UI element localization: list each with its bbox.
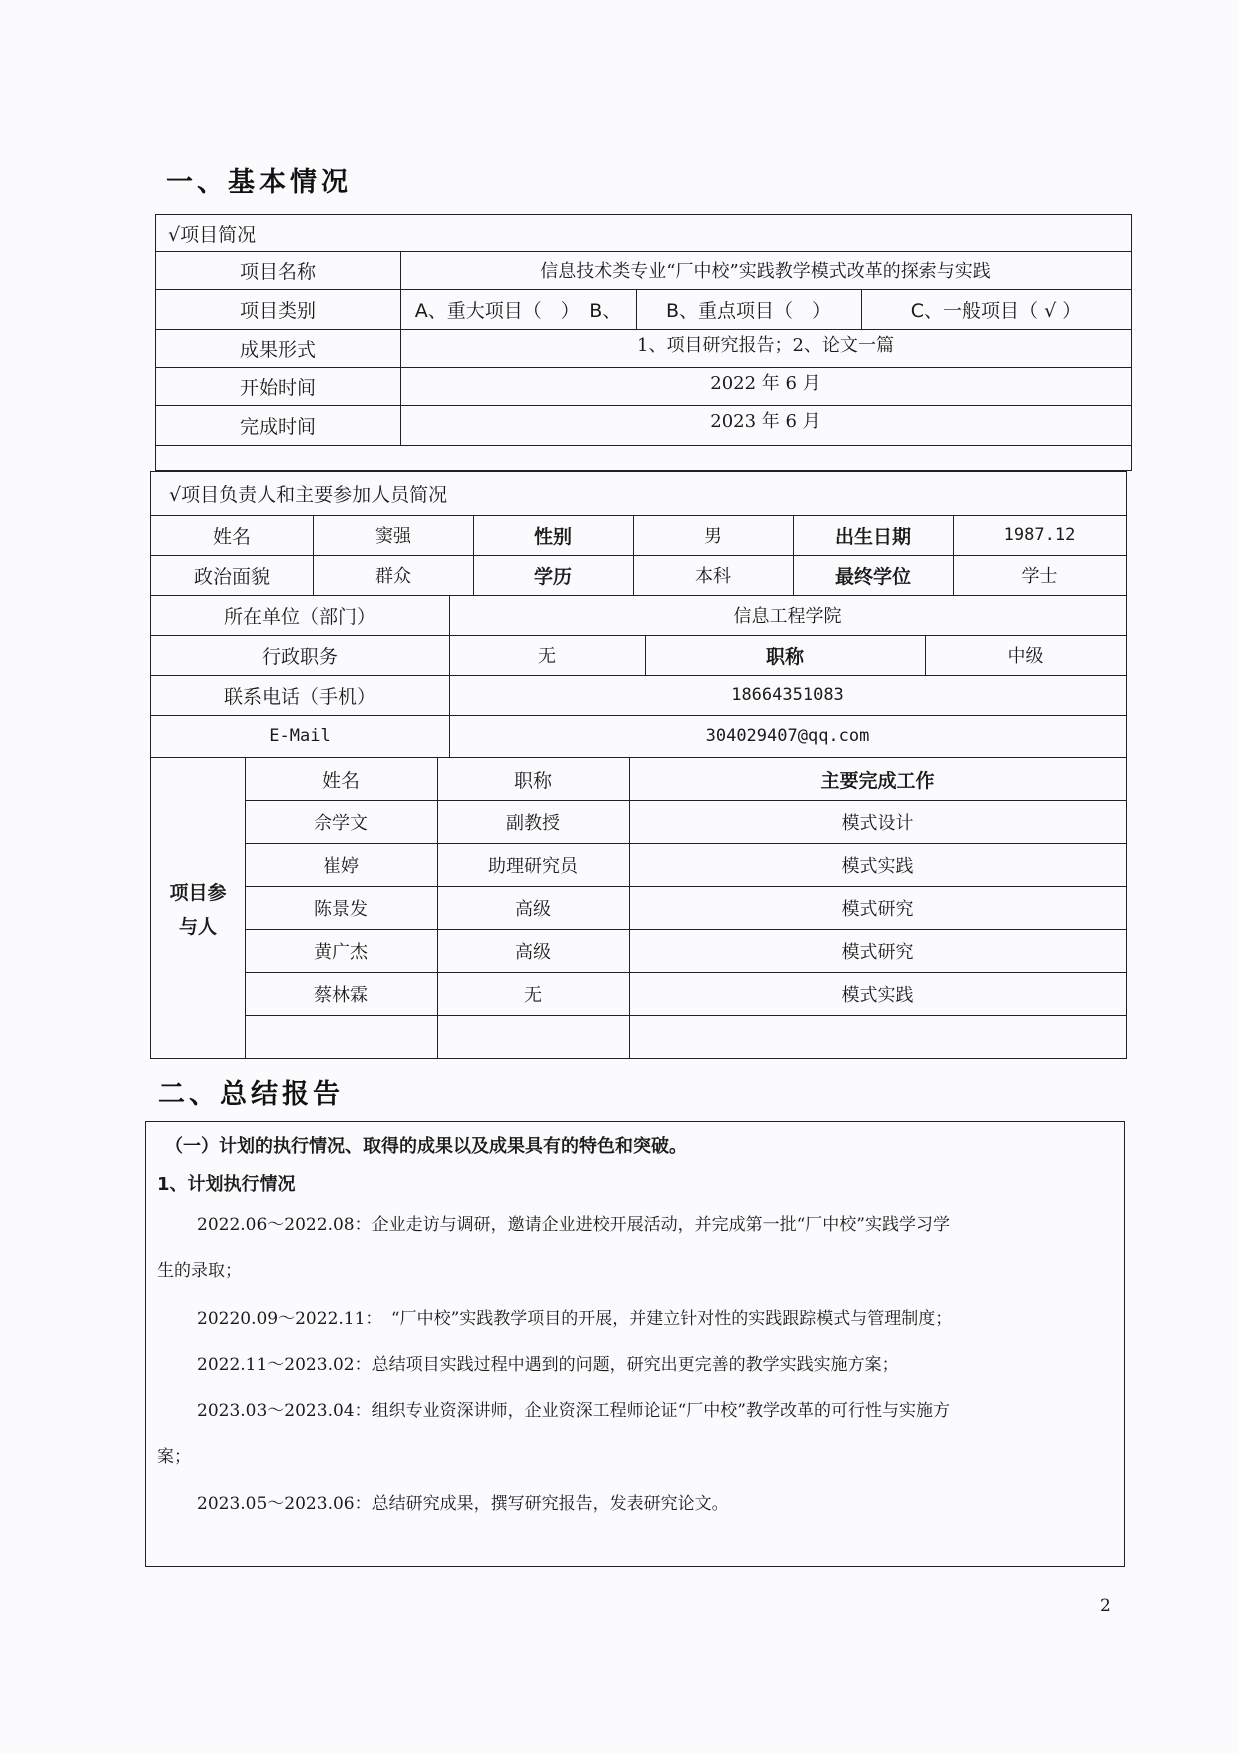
member-row-2-name: 崔婷 [323,855,359,877]
report-item-3: 2022.11～2023.02：总结项目实践过程中遇到的问题，研究出更完善的教学实践实施方案； [197,1355,899,1375]
project-overview-header: √项目简况 [168,223,257,246]
gender-value: 男 [704,526,722,547]
member-row-6-title [437,1015,629,1058]
members-header-name: 姓名 [321,769,360,792]
member-row-2-title: 助理研究员 [488,855,578,877]
member-row-6-name [245,1015,437,1058]
email-label: E-Mail [269,726,331,746]
members-header-title: 职称 [513,769,552,792]
member-row-1-title: 副教授 [506,812,560,834]
education-label: 学历 [533,565,572,588]
report-heading: （一）计划的执行情况、取得的成果以及成果具有的特色和突破。 [165,1136,687,1157]
report-item-2: 20220.09～2022.11： “厂中校”实践教学项目的开展，并建立针对性的实践跟踪模式与管理制度； [197,1309,953,1329]
report-item-4-cont: 案； [157,1447,191,1467]
members-table [150,757,1127,1059]
members-side-label-1: 项目参 [169,881,227,904]
project-name-value: 信息技术类专业“厂中校”实践教学模式改革的探索与实践 [540,261,991,282]
admin-post-label: 行政职务 [261,645,338,668]
members-side-label-2: 与人 [178,915,217,938]
members-header-work: 主要完成工作 [820,769,935,792]
education-value: 本科 [695,566,731,587]
section1-title: 一、基本情况 [166,167,352,198]
project-name-label: 项目名称 [239,260,316,283]
person-info-header: √项目负责人和主要参加人员简况 [169,484,448,506]
birth-label: 出生日期 [834,525,911,548]
report-item-4: 2023.03～2023.04：组织专业资深讲师，企业资深工程师论证“厂中校”教学改革的可行性与实施方 [197,1401,950,1421]
phone-label: 联系电话（手机） [223,685,376,708]
admin-post-value: 无 [538,646,556,667]
start-time-label: 开始时间 [239,376,316,399]
project-type-label: 项目类别 [239,299,316,322]
name-value: 窦强 [375,526,411,547]
project-type-major: A、重大项目（ ） B、 [414,299,622,322]
birth-value: 1987.12 [1003,525,1076,545]
member-row-1-work: 模式设计 [841,812,914,834]
member-row-2-work: 模式实践 [841,855,914,877]
member-row-4-name: 黄广杰 [314,941,368,963]
member-row-3-name: 陈景发 [314,898,368,920]
end-time-value: 2023 年 6 月 [710,411,821,432]
member-row-5-title: 无 [524,984,542,1006]
unit-value: 信息工程学院 [733,606,842,627]
project-overview-table [155,214,1132,471]
email-value: 304029407@qq.com [705,726,870,746]
project-type-general: C、一般项目（ √ ） [910,299,1082,322]
section2-title: 二、总结报告 [158,1079,344,1110]
report-item-1: 2022.06～2022.08：企业走访与调研，邀请企业进校开展活动，并完成第一批“厂中校”实践学习学 [197,1215,950,1235]
result-form-value: 1、项目研究报告；2、论文一篇 [637,335,894,356]
end-time-label: 完成时间 [239,415,316,438]
member-row-4-work: 模式研究 [841,941,914,963]
member-row-5-work: 模式实践 [841,984,914,1006]
member-row-3-title: 高级 [515,898,551,920]
gender-label: 性别 [533,525,572,548]
report-item-5: 2023.05～2023.06：总结研究成果，撰写研究报告，发表研究论文。 [197,1494,729,1514]
title-value: 中级 [1007,646,1044,667]
member-row-3-work: 模式研究 [841,898,914,920]
name-label: 姓名 [212,525,251,548]
page-number: 2 [1100,1596,1111,1616]
member-row-6-work [629,1015,1126,1058]
member-row-4-title: 高级 [515,941,551,963]
title-label: 职称 [765,645,804,668]
degree-value: 学士 [1021,566,1058,587]
unit-label: 所在单位（部门） [223,605,376,628]
member-row-5-name: 蔡林霖 [314,984,368,1006]
result-form-label: 成果形式 [239,338,316,361]
politics-value: 群众 [375,566,411,587]
member-row-1-name: 佘学文 [314,812,368,834]
start-time-value: 2022 年 6 月 [710,373,821,394]
degree-label: 最终学位 [834,565,911,588]
report-subheading: 1、计划执行情况 [157,1174,296,1195]
phone-value: 18664351083 [731,685,844,705]
project-type-key: B、重点项目（ ） [665,299,832,322]
report-item-1-cont: 生的录取； [157,1261,242,1281]
person-info-table [150,471,1127,758]
politics-label: 政治面貌 [193,565,270,588]
